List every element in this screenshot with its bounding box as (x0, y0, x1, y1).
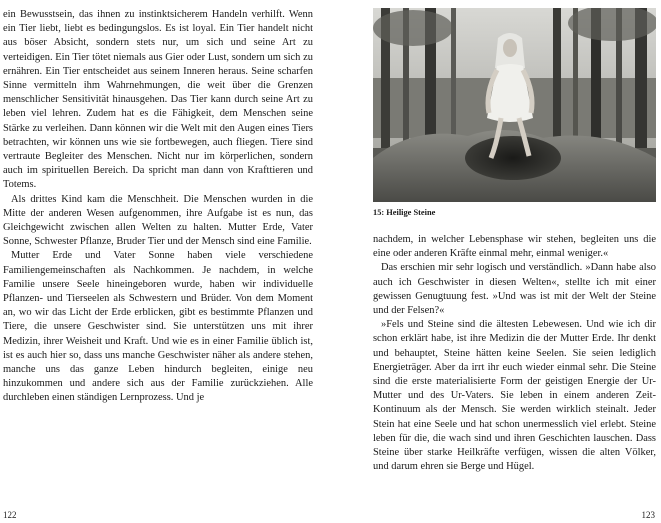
right-page-text (373, 233, 656, 474)
paragraph: »Fels und Steine sind die ältesten Lebewesen. Und wie ich dir schon erklärt habe, ist ihre Medizin die der Mutter Erde. Ihr denkt und behauptet, Steine hätten keine Seelen. Sie seien lediglich Energieträger. Aber da irrt ihr euch wieder einmal sehr. Die Steine sind die erste materialisierte Form der geistigen Energie der Ur-Mutter und des Ur-Vaters. Sie leben in einem anderen Zeit-Kontinuum als der Mensch. Sie werden wirklich steinalt. Jeder Stein hat eine Seele und hat schon unermesslich viel erlebt. Steine leben für die, die wach sind und ihren Geschichten lauschen. Dass Steine über starke Heilkräfte verfügen, wissen die alten Völker, und darum ehren sie Berge und Hügel. (373, 319, 656, 473)
paragraph: ein Bewusstsein, das ihnen zu instinktsicherem Handeln verhilft. Wenn ein Tier liebt, liebt es bedingungslos. Es ist loyal. Ein Tier handelt nicht aus böser Absicht, sondern stets nur, um sich und seine Art zu verteidigen. Ein Tier tötet niemals aus Gier oder Lust, sondern um sich zu ernähren. Ein Tier entscheidet aus seinem Inneren heraus. Seine scharfen Sinne vermitteln ihm Wahrnehmungen, die weit über die Grenzen menschlicher Sensitivität hinausgehen. Das Tier kann durch seine Art zu leben viel lehren. Zudem hat es die Fähigkeit, dem Menschen seine Stärke zu verleihen. Dann können wir die Welt mit den Augen eines Tiers betrachten, wir können uns wie sie fortbewegen, auch fliegen. Tiere sind vertraute Begleiter des Menschen. Nicht nur im körperlichen, sondern auch im spirituellen Bereich. Da spricht man dann von Krafttieren und Totems. (3, 9, 313, 191)
photo-woman-on-stone-icon (373, 8, 656, 202)
paragraph: Das erschien mir sehr logisch und verständlich. »Dann habe also auch ich Geschwister in diesen Welten«, stellte ich mit einer gewissen Genugtuung fest. »Und was ist mit der Welt der Steine und der Felsen?« (373, 262, 656, 317)
left-page-text (3, 8, 313, 406)
left-page (0, 0, 330, 523)
paragraph: Mutter Erde und Vater Sonne haben viele verschiedene Familiengemeinschaften als Nachkommen. Je nachdem, in welche Familie unsere Seele hineingeboren wurde, haben wir individuelle Pflanzen- und Tierseelen als Schwestern und Brüder. Von dem Moment an, wo wir das Licht der Erde erblicken, gibt es bestimmte Pflanzen und Tiere, die unsere Geschwister sind. Sie unterstützen uns mit ihrer Medizin, ihrer Weisheit und Kraft. Und wie es in einer Familie üblich ist, ist es auch hier so, dass uns manche Geschwister näher als andere stehen, manche uns das ganze Leben hindurch begleiten, einige neu hinzukommen und andere sich aus der Familie zurückziehen. Alle durchleben einen ständigen Lernprozess. Und je (3, 250, 313, 404)
page-number-right: 123 (641, 510, 655, 520)
paragraph: Als drittes Kind kam die Menschheit. Die Menschen wurden in die Mitte der anderen Wesen aufgenommen, ihre Aufgabe ist es nun, das Gleichgewicht zwischen allen Welten zu halten. Mutter Erde, Vater Sonne, Schwester Pflanze, Bruder Tier und der Mensch sind eine Familie. (3, 193, 313, 248)
page-number-left: 122 (3, 510, 17, 520)
photo-caption: 15: Heilige Steine (373, 208, 436, 217)
right-page (331, 0, 661, 523)
paragraph: nachdem, in welcher Lebensphase wir stehen, begleiten uns die eine oder anderen Kräfte einmal mehr, einmal weniger.« (373, 234, 656, 260)
